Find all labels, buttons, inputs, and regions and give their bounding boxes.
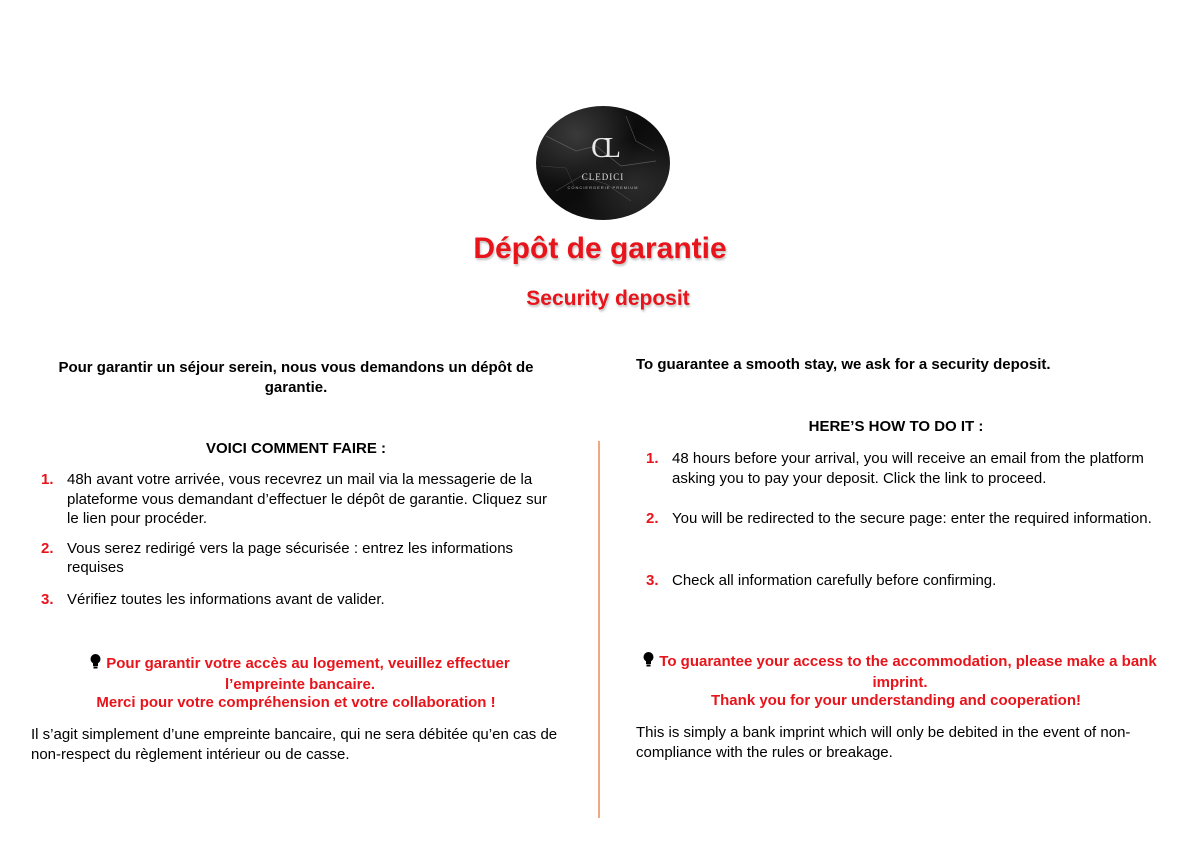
logo-name: CLEDICI bbox=[581, 172, 625, 182]
list-item bbox=[640, 509, 1160, 529]
step-text: Check all information carefully before confirming. bbox=[672, 571, 997, 589]
step-text: Vous serez redirigé vers la page sécurisée : entrez les informations requises bbox=[67, 539, 514, 576]
column-divider bbox=[598, 441, 600, 818]
fr-intro: Pour garantir un séjour serein, nous vous demandons un dépôt de garantie. bbox=[58, 359, 534, 396]
step-text: 48h avant votre arrivée, vous recevrez un mail via la messagerie de la plateforme vous demandant d’effectuer le dépôt de garantie. Cliquez sur le lien pour procéder. bbox=[67, 471, 548, 527]
page-subtitle: Security deposit bbox=[526, 287, 690, 310]
fr-thanks: Merci pour votre compréhension et votre collaboration ! bbox=[96, 694, 496, 711]
en-how-title: HERE’S HOW TO DO IT : bbox=[808, 418, 984, 435]
logo-monogram: CL bbox=[591, 133, 615, 164]
step-text: 48 hours before your arrival, you will receive an email from the platform asking you to pay your deposit. Click the link to proceed. bbox=[672, 450, 1144, 487]
brand-logo bbox=[536, 106, 670, 220]
step-number: 2. bbox=[646, 510, 659, 527]
lightbulb-icon bbox=[643, 652, 654, 673]
fr-notice bbox=[70, 654, 530, 694]
logo-tagline: CONCIERGERIE PREMIUM bbox=[567, 185, 639, 190]
list-item bbox=[35, 470, 560, 529]
lightbulb-icon bbox=[90, 654, 101, 675]
fr-footer: Il s’agit simplement d’une empreinte bancaire, qui ne sera débitée qu’en cas de non-respect du règlement intérieur ou de casse. bbox=[31, 726, 558, 763]
list-item bbox=[640, 571, 1160, 591]
step-number: 1. bbox=[646, 450, 659, 467]
step-number: 1. bbox=[41, 471, 54, 488]
step-text: Vérifiez toutes les informations avant de valider. bbox=[67, 590, 385, 608]
list-item bbox=[35, 539, 560, 578]
en-thanks: Thank you for your understanding and cooperation! bbox=[710, 692, 1081, 709]
list-item bbox=[35, 590, 560, 610]
fr-notice-text: Pour garantir votre accès au logement, veuillez effectuer l’empreinte bancaire. bbox=[106, 655, 510, 693]
step-number: 3. bbox=[41, 590, 54, 608]
en-steps-list bbox=[640, 449, 1160, 590]
en-footer: This is simply a bank imprint which will only be debited in the event of non-compliance with the rules or breakage. bbox=[636, 724, 1131, 761]
step-number: 3. bbox=[646, 571, 659, 589]
list-item bbox=[640, 449, 1160, 488]
page-title: Dépôt de garantie bbox=[473, 232, 727, 265]
en-notice-text: To guarantee your access to the accommodation, please make a bank imprint. bbox=[659, 653, 1157, 691]
fr-steps-list bbox=[35, 470, 560, 609]
fr-how-title: VOICI COMMENT FAIRE : bbox=[206, 440, 386, 457]
en-notice bbox=[640, 652, 1160, 692]
step-number: 2. bbox=[41, 539, 54, 557]
en-intro: To guarantee a smooth stay, we ask for a security deposit. bbox=[636, 356, 1051, 373]
step-text: You will be redirected to the secure page: enter the required information. bbox=[672, 510, 1152, 527]
